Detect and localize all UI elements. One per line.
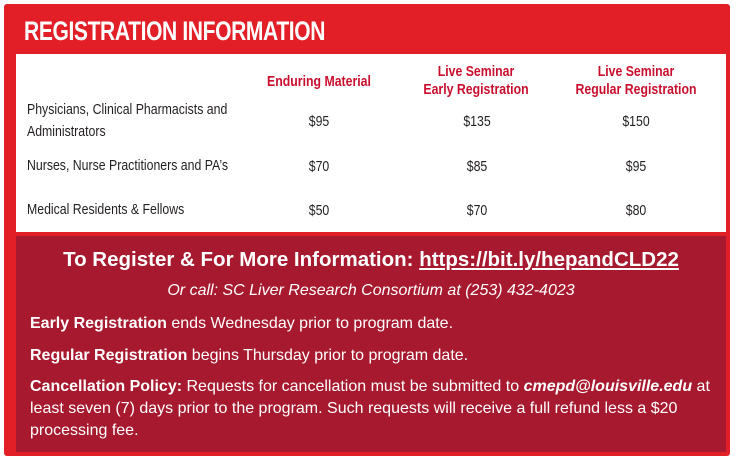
row-label-line: Administrators: [27, 123, 106, 140]
register-heading: [16, 248, 726, 272]
registration-card: [4, 4, 730, 456]
row-label-physicians: [27, 99, 227, 143]
cancellation-text: at least seven (7) days prior to the program. Such requests will receive a full refund less a $20 processing fee.: [30, 378, 710, 439]
price-cell: $85: [466, 158, 488, 175]
early-registration-text: ends Wednesday prior to program date.: [166, 315, 454, 332]
column-header-line: Live Seminar: [597, 63, 675, 80]
column-header-line: Live Seminar: [437, 63, 515, 80]
register-link[interactable]: https://bit.ly/hepandCLD22: [419, 248, 679, 271]
price-cell: $50: [308, 202, 330, 219]
column-header-regular: [570, 63, 701, 99]
row-label-line: Nurses, Nurse Practitioners and PA’s: [27, 157, 228, 174]
regular-registration-text: begins Thursday prior to program date.: [187, 347, 469, 364]
early-registration-note: [30, 313, 720, 335]
price-cell: $70: [308, 158, 330, 175]
cancellation-label: Cancellation Policy:: [30, 378, 183, 395]
row-label-line: Physicians, Clinical Pharmacists and: [27, 101, 228, 118]
price-cell: $135: [463, 113, 491, 130]
section-title: REGISTRATION INFORMATION: [24, 16, 326, 46]
early-registration-label: Early Registration: [30, 315, 167, 332]
column-header-line: Early Registration: [423, 81, 529, 98]
regular-registration-label: Regular Registration: [30, 347, 188, 364]
price-cell: $95: [625, 158, 647, 175]
register-prefix: To Register & For More Information:: [63, 248, 420, 271]
column-header-enduring: [258, 73, 381, 91]
pricing-table: [16, 54, 726, 232]
call-info: Or call: SC Liver Research Consortium at (253) 432-4023: [167, 282, 575, 299]
column-header-early: [410, 63, 541, 99]
price-cell: $80: [625, 202, 647, 219]
cancellation-text: Requests for cancellation must be submitted to: [182, 378, 524, 395]
regular-registration-note: [30, 345, 720, 367]
price-cell: $70: [466, 202, 488, 219]
row-label-line: Medical Residents & Fellows: [27, 201, 185, 218]
row-label-nurses: [27, 155, 228, 177]
column-header-line: Enduring Material: [267, 73, 371, 90]
registration-info-panel: [16, 236, 726, 452]
price-cell: $150: [622, 113, 650, 130]
column-header-line: Regular Registration: [575, 81, 697, 98]
cancellation-email-link[interactable]: cmepd@louisville.edu: [523, 378, 693, 395]
row-label-residents: [27, 199, 184, 221]
cancellation-policy: [30, 376, 720, 442]
price-cell: $95: [308, 113, 330, 130]
